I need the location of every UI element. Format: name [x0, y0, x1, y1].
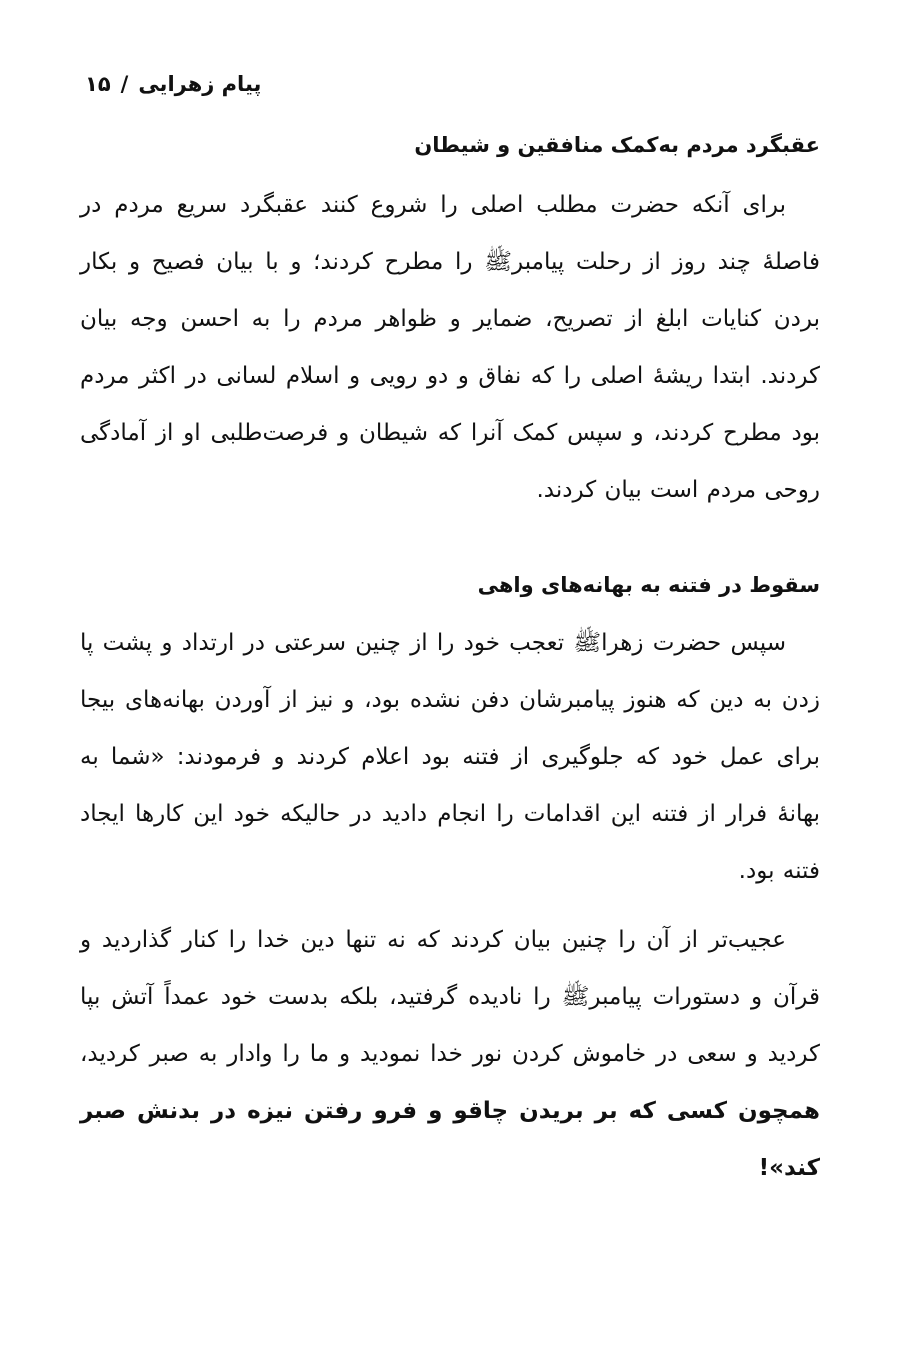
- page-number: ۱۵: [85, 72, 111, 96]
- section-title-2: سقوط در فتنه به بهانه‌های واهی: [477, 573, 820, 597]
- header-separator: /: [120, 72, 129, 96]
- running-header: [85, 72, 261, 96]
- paragraph-2-text: سپس حضرت زهراﷺ تعجب خود را از چنین سرعتی در ارتداد و پشت پا زدن به دین که هنوز پیامبرشان دفن نشده بود، و نیز از آوردن بهانه‌های بیجا برای عمل خود که جلوگیری از فتنه بود اعلام کردند و فرمودند: «شما به بهانهٔ فرار از فتنه این اقدامات را انجام دادید در حالیکه خود این کارها ایجاد فتنه بود.: [80, 630, 820, 884]
- paragraph-3-emphasis: همچون کسی که بر بریدن چاقو و فرو رفتن نیزه در بدنش صبر کند»!: [80, 1098, 820, 1181]
- paragraph-3-text: عجیب‌تر از آن را چنین بیان کردند که نه تنها دین خدا را کنار گذاردید و قرآن و دستورات پیامبرﷺ را نادیده گرفتید، بلکه بدست خود عمداً آتش بپا کردید و سعی در خاموش کردن نور خدا نمودید و ما را وادار به صبر کردید،: [80, 927, 820, 1067]
- paragraph-1: [80, 177, 820, 519]
- section-title-1: عقبگرد مردم به‌کمک منافقین و شیطان: [414, 133, 820, 157]
- paragraph-1-text: برای آنکه حضرت مطلب اصلی را شروع کنند عقبگرد سریع مردم در فاصلهٔ چند روز از رحلت پیامبرﷺ را مطرح کردند؛ و با بیان فصیح و بکار بردن کنایات ابلغ از تصریح، ضمایر و ظواهر مردم را به احسن وجه بیان کردند. ابتدا ریشهٔ اصلی را که نفاق و دو رویی و اسلام لسانی در اکثر مردم بود مطرح کردند، و سپس کمک آنرا که شیطان و فرصت‌طلبی او از آمادگی روحی مردم است بیان کردند.: [80, 192, 820, 503]
- paragraph-3: [80, 912, 820, 1197]
- book-title: پیام زهرایی: [138, 72, 262, 96]
- paragraph-2: [80, 615, 820, 900]
